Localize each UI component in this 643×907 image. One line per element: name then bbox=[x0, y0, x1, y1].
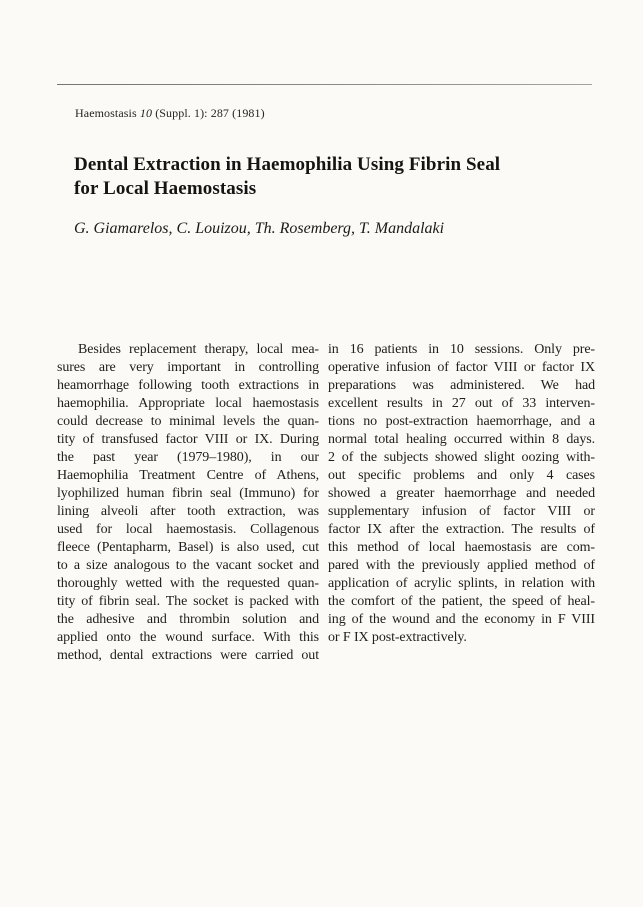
text-line: showed a greater haemorrhage and needed bbox=[328, 486, 595, 501]
text-line: tity of transfused factor VIII or IX. During bbox=[57, 432, 319, 447]
text-line: excellent results in 27 out of 33 interven- bbox=[328, 396, 595, 411]
text-line: to a size analogous to the vacant socket and bbox=[57, 558, 319, 573]
text-line: tions no post-extraction haemorrhage, and a bbox=[328, 414, 595, 429]
author-list: G. Giamarelos, C. Louizou, Th. Rosemberg, T. Mandalaki bbox=[74, 220, 445, 237]
journal-volume: 10 bbox=[139, 106, 153, 120]
text-line: application of acrylic splints, in relation with bbox=[328, 576, 595, 591]
text-line: lining alveoli after tooth extraction, was bbox=[57, 504, 319, 519]
text-line: tity of fibrin seal. The socket is packed with bbox=[57, 594, 319, 609]
text-line: haemophilia. Appropriate local haemostasis bbox=[57, 396, 319, 411]
text-line: thoroughly wetted with the requested quan- bbox=[57, 576, 319, 591]
article-title-line2: for Local Haemostasis bbox=[74, 178, 257, 199]
text-line: 2 of the subjects showed slight oozing with- bbox=[328, 450, 595, 465]
text-line: Haemophilia Treatment Centre of Athens, bbox=[57, 468, 319, 483]
text-line: out specific problems and only 4 cases bbox=[328, 468, 595, 483]
text-line: ing of the wound and the economy in F VIII bbox=[328, 612, 595, 627]
text-line: applied onto the wound surface. With this bbox=[57, 630, 319, 645]
text-line: pared with the previously applied method of bbox=[328, 558, 595, 573]
journal-citation bbox=[75, 105, 265, 121]
article-title bbox=[74, 153, 544, 201]
body-column-left bbox=[57, 341, 319, 665]
text-line: method, dental extractions were carried out bbox=[57, 648, 319, 663]
text-line: this method of local haemostasis are com- bbox=[328, 540, 595, 555]
text-line: the past year (1979–1980), in our bbox=[57, 450, 319, 465]
article-title-line1: Dental Extraction in Haemophilia Using Fibrin Seal bbox=[74, 154, 501, 175]
journal-citation-rest: (Suppl. 1): 287 (1981) bbox=[155, 106, 265, 120]
text-line: lyophilized human fibrin seal (Immuno) for bbox=[57, 486, 319, 501]
text-line: preparations was administered. We had bbox=[328, 378, 595, 393]
body-column-right bbox=[328, 341, 595, 647]
text-line: could decrease to minimal levels the quan- bbox=[57, 414, 319, 429]
text-line: used for local haemostasis. Collagenous bbox=[57, 522, 319, 537]
text-line: the comfort of the patient, the speed of heal- bbox=[328, 594, 595, 609]
text-line: factor IX after the extraction. The results of bbox=[328, 522, 595, 537]
text-line: the adhesive and thrombin solution and bbox=[57, 612, 319, 627]
journal-name: Haemostasis bbox=[75, 106, 137, 120]
text-line: supplementary infusion of factor VIII or bbox=[328, 504, 595, 519]
text-line: operative infusion of factor VIII or factor IX bbox=[328, 360, 595, 375]
header-rule bbox=[57, 84, 592, 85]
text-line: heamorrhage following tooth extractions in bbox=[57, 378, 319, 393]
text-line: in 16 patients in 10 sessions. Only pre- bbox=[328, 342, 595, 357]
text-line: or F IX post-extractively. bbox=[328, 630, 467, 645]
text-line: sures are very important in controlling bbox=[57, 360, 319, 375]
text-line: Besides replacement therapy, local mea- bbox=[78, 342, 319, 357]
text-line: normal total healing occurred within 8 days. bbox=[328, 432, 595, 447]
text-line: fleece (Pentapharm, Basel) is also used, cut bbox=[57, 540, 319, 555]
